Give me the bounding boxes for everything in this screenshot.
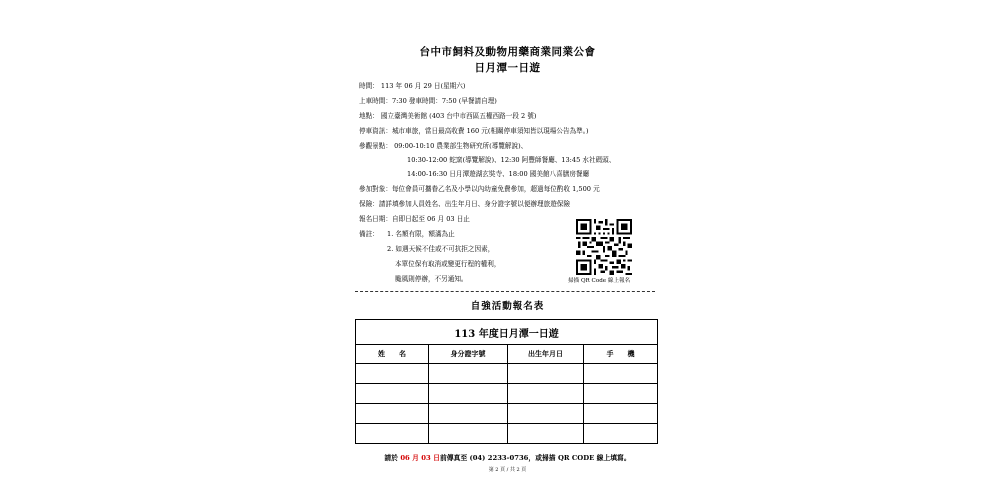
event-date: 時間： 113 年 06 月 29 日(星期六) (359, 82, 466, 90)
col-header-birthdate: 出生年月日 (508, 345, 584, 364)
sites-line-1: 參觀景點： 09:00-10:10 農業部生物研究所(導覽解說)、 (359, 142, 528, 150)
phone-cell[interactable] (584, 384, 658, 404)
name-cell[interactable] (356, 364, 429, 384)
event-location: 地點： 國立臺灣美術館 (403 台中市西區五權西路一段 2 號) (359, 112, 537, 120)
notes-label: 備註： (359, 230, 379, 238)
id-cell[interactable] (429, 424, 508, 444)
table-row (356, 424, 658, 444)
table-event-title: 113 年度日月潭一日遊 (356, 320, 658, 345)
birthdate-cell[interactable] (508, 364, 584, 384)
registration-table (355, 319, 658, 444)
boarding-time: 上車時間：7:30 發車時間：7:50 (早餐請自理) (359, 97, 497, 105)
table-row (356, 384, 658, 404)
table-row (356, 404, 658, 424)
fax-instructions (355, 452, 660, 462)
id-cell[interactable] (429, 364, 508, 384)
event-title: 日月潭一日遊 (474, 62, 541, 74)
document-page (355, 40, 660, 480)
birthdate-cell[interactable] (508, 404, 584, 424)
id-cell[interactable] (429, 384, 508, 404)
dashed-divider (355, 291, 655, 292)
table-row (356, 364, 658, 384)
note-2-cont2: 颱風則停辦，不另通知。 (395, 275, 468, 283)
form-title: 自強活動報名表 (470, 301, 545, 312)
phone-cell[interactable] (584, 424, 658, 444)
name-cell[interactable] (356, 424, 429, 444)
col-header-phone: 手 機 (584, 345, 658, 364)
birthdate-cell[interactable] (508, 424, 584, 444)
footer-prefix: 請於 (384, 454, 398, 462)
signup-date: 報名日期：自即日起至 06 月 03 日止 (359, 215, 470, 223)
note-2: 2. 如遇天候不佳或不可抗拒之因素， (387, 245, 495, 253)
association-title: 台中市飼料及動物用藥商業同業公會 (419, 46, 596, 58)
phone-cell[interactable] (584, 364, 658, 384)
qr-caption: 掃描 QR Code 線上報名 (568, 278, 631, 284)
note-2-cont: 本單位保有取消或變更行程的權利， (395, 260, 501, 268)
sites-line-2: 10:30-12:00 蛇窯(導覽解說)、12:30 阿豐師餐廳、13:45 水社碼頭、 (407, 156, 616, 164)
birthdate-cell[interactable] (508, 384, 584, 404)
name-cell[interactable] (356, 384, 429, 404)
footer-deadline: 06 月 03 日 (400, 454, 440, 462)
id-cell[interactable] (429, 404, 508, 424)
page-number: 第 2 頁 / 共 2 頁 (488, 467, 527, 473)
footer-suffix: 前傳真至 (04) 2233-0736，或掃描 QR CODE 線上填寫。 (439, 454, 631, 462)
parking-info: 停車資訊：城市車旅，當日最高收費 160 元(相關停車須知皆以現場公告為準。) (359, 127, 589, 135)
note-1: 1. 名額有限，額滿為止 (387, 230, 455, 238)
sites-line-3: 14:00-16:30 日月潭遊湖玄奘寺、18:00 國美館八喜膳房餐廳 (407, 170, 590, 178)
insurance-info: 保險：請詳填參加人員姓名、出生年月日、身分證字號以便辦理旅遊保險 (359, 200, 570, 208)
col-header-id: 身分證字號 (429, 345, 508, 364)
participants-info: 參加對象：每位會員可攜眷乙名及小學以內幼童免費參加，超過每位酌收 1,500 元 (359, 185, 600, 193)
name-cell[interactable] (356, 404, 429, 424)
phone-cell[interactable] (584, 404, 658, 424)
qr-code[interactable] (576, 219, 632, 275)
col-header-name: 姓 名 (356, 345, 429, 364)
